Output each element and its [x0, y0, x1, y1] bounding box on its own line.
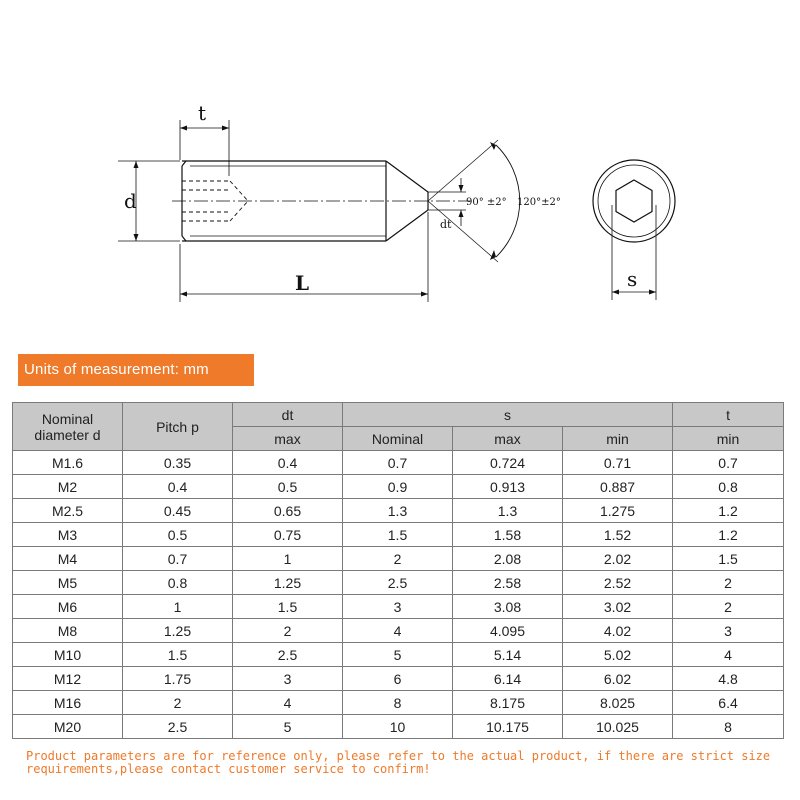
table-cell: 1.5: [343, 523, 453, 547]
table-cell: 3: [233, 667, 343, 691]
table-cell: 4: [343, 619, 453, 643]
table-cell: 10.175: [453, 715, 563, 739]
table-row: [13, 619, 784, 643]
table-cell: 0.724: [453, 451, 563, 475]
table-cell: 2: [673, 571, 784, 595]
table-cell: 3.02: [563, 595, 673, 619]
table-cell: 8: [673, 715, 784, 739]
table-cell: 5: [343, 643, 453, 667]
table-cell: 1.5: [673, 547, 784, 571]
dt-label: dt: [440, 218, 452, 231]
table-cell: 4.8: [673, 667, 784, 691]
table-cell: 4.02: [563, 619, 673, 643]
table-cell: 0.913: [453, 475, 563, 499]
spec-table: [12, 402, 784, 739]
table-cell: 0.4: [123, 475, 233, 499]
table-cell: 3.08: [453, 595, 563, 619]
table-row: [13, 451, 784, 475]
header-s-min: min: [563, 427, 673, 451]
table-cell: 1.2: [673, 499, 784, 523]
table-cell: 2.5: [233, 643, 343, 667]
table-cell: 2: [123, 691, 233, 715]
set-screw-drawing: [0, 0, 800, 330]
table-cell: 8.025: [563, 691, 673, 715]
table-cell: 1: [233, 547, 343, 571]
d-label: d: [124, 189, 137, 213]
table-cell: 10: [343, 715, 453, 739]
table-cell: 1.52: [563, 523, 673, 547]
t-label: t: [198, 101, 207, 125]
table-cell: M2.5: [13, 499, 123, 523]
table-cell: 5: [233, 715, 343, 739]
table-cell: 0.9: [343, 475, 453, 499]
table-cell: 3: [673, 619, 784, 643]
header-dt-max: max: [233, 427, 343, 451]
table-cell: 1.58: [453, 523, 563, 547]
table-cell: 4: [673, 643, 784, 667]
table-cell: 0.7: [673, 451, 784, 475]
table-row: [13, 571, 784, 595]
header-t-min: min: [673, 427, 784, 451]
table-row: [13, 547, 784, 571]
cone-angle-label: 120°±2°: [517, 197, 561, 208]
table-cell: 1.75: [123, 667, 233, 691]
table-cell: 5.02: [563, 643, 673, 667]
table-cell: 2: [673, 595, 784, 619]
table-row: [13, 475, 784, 499]
table-cell: 6: [343, 667, 453, 691]
header-s-nominal: Nominal: [343, 427, 453, 451]
table-cell: M3: [13, 523, 123, 547]
table-cell: M4: [13, 547, 123, 571]
spec-table-body: [13, 451, 784, 739]
table-cell: 0.887: [563, 475, 673, 499]
table-cell: 3: [343, 595, 453, 619]
table-row: [13, 595, 784, 619]
table-cell: 2.02: [563, 547, 673, 571]
disclaimer-line: requirements,please contact customer service to confirm!: [26, 762, 431, 776]
table-row: [13, 715, 784, 739]
header-t: t: [673, 403, 784, 427]
table-cell: 4: [233, 691, 343, 715]
header-dt: dt: [233, 403, 343, 427]
table-cell: 2: [343, 547, 453, 571]
s-label: s: [627, 267, 638, 291]
table-cell: M5: [13, 571, 123, 595]
table-cell: 6.4: [673, 691, 784, 715]
table-cell: 0.5: [123, 523, 233, 547]
table-cell: 1.25: [233, 571, 343, 595]
table-cell: M12: [13, 667, 123, 691]
table-cell: M10: [13, 643, 123, 667]
point-angle-label: 90° ±2°: [466, 197, 507, 208]
table-cell: 0.5: [233, 475, 343, 499]
header-nominal-diameter: Nominal diameter d: [13, 403, 123, 451]
header-s: s: [343, 403, 673, 427]
header-pitch: Pitch p: [123, 403, 233, 451]
table-cell: 1.2: [673, 523, 784, 547]
table-cell: 0.71: [563, 451, 673, 475]
table-cell: 1.25: [123, 619, 233, 643]
table-cell: M16: [13, 691, 123, 715]
disclaimer: [26, 750, 786, 776]
table-cell: M20: [13, 715, 123, 739]
table-cell: 2.52: [563, 571, 673, 595]
table-cell: 0.75: [233, 523, 343, 547]
table-row: [13, 523, 784, 547]
table-cell: M2: [13, 475, 123, 499]
units-banner: Units of measurement: mm: [18, 354, 254, 386]
table-cell: 10.025: [563, 715, 673, 739]
table-cell: M1.6: [13, 451, 123, 475]
l-label: L: [295, 271, 310, 295]
table-cell: 1.3: [453, 499, 563, 523]
table-cell: 2.08: [453, 547, 563, 571]
table-cell: M6: [13, 595, 123, 619]
table-cell: 0.65: [233, 499, 343, 523]
table-cell: 5.14: [453, 643, 563, 667]
table-cell: 6.02: [563, 667, 673, 691]
table-row: [13, 691, 784, 715]
table-cell: 2: [233, 619, 343, 643]
table-cell: 0.35: [123, 451, 233, 475]
table-cell: 2.5: [123, 715, 233, 739]
table-cell: 1.3: [343, 499, 453, 523]
table-cell: 6.14: [453, 667, 563, 691]
table-cell: 4.095: [453, 619, 563, 643]
table-row: [13, 667, 784, 691]
table-cell: 2.58: [453, 571, 563, 595]
header-s-max: max: [453, 427, 563, 451]
table-cell: 0.8: [123, 571, 233, 595]
table-cell: 8: [343, 691, 453, 715]
table-cell: 0.4: [233, 451, 343, 475]
disclaimer-line: Product parameters are for reference only, please refer to the actual product, if there are strict size: [26, 749, 771, 763]
table-cell: 1.5: [233, 595, 343, 619]
table-cell: 8.175: [453, 691, 563, 715]
table-cell: 0.8: [673, 475, 784, 499]
table-cell: 0.7: [123, 547, 233, 571]
table-cell: 1.275: [563, 499, 673, 523]
table-row: [13, 643, 784, 667]
table-cell: 1.5: [123, 643, 233, 667]
table-cell: M8: [13, 619, 123, 643]
table-cell: 2.5: [343, 571, 453, 595]
table-row: [13, 499, 784, 523]
table-cell: 0.45: [123, 499, 233, 523]
table-cell: 0.7: [343, 451, 453, 475]
table-cell: 1: [123, 595, 233, 619]
